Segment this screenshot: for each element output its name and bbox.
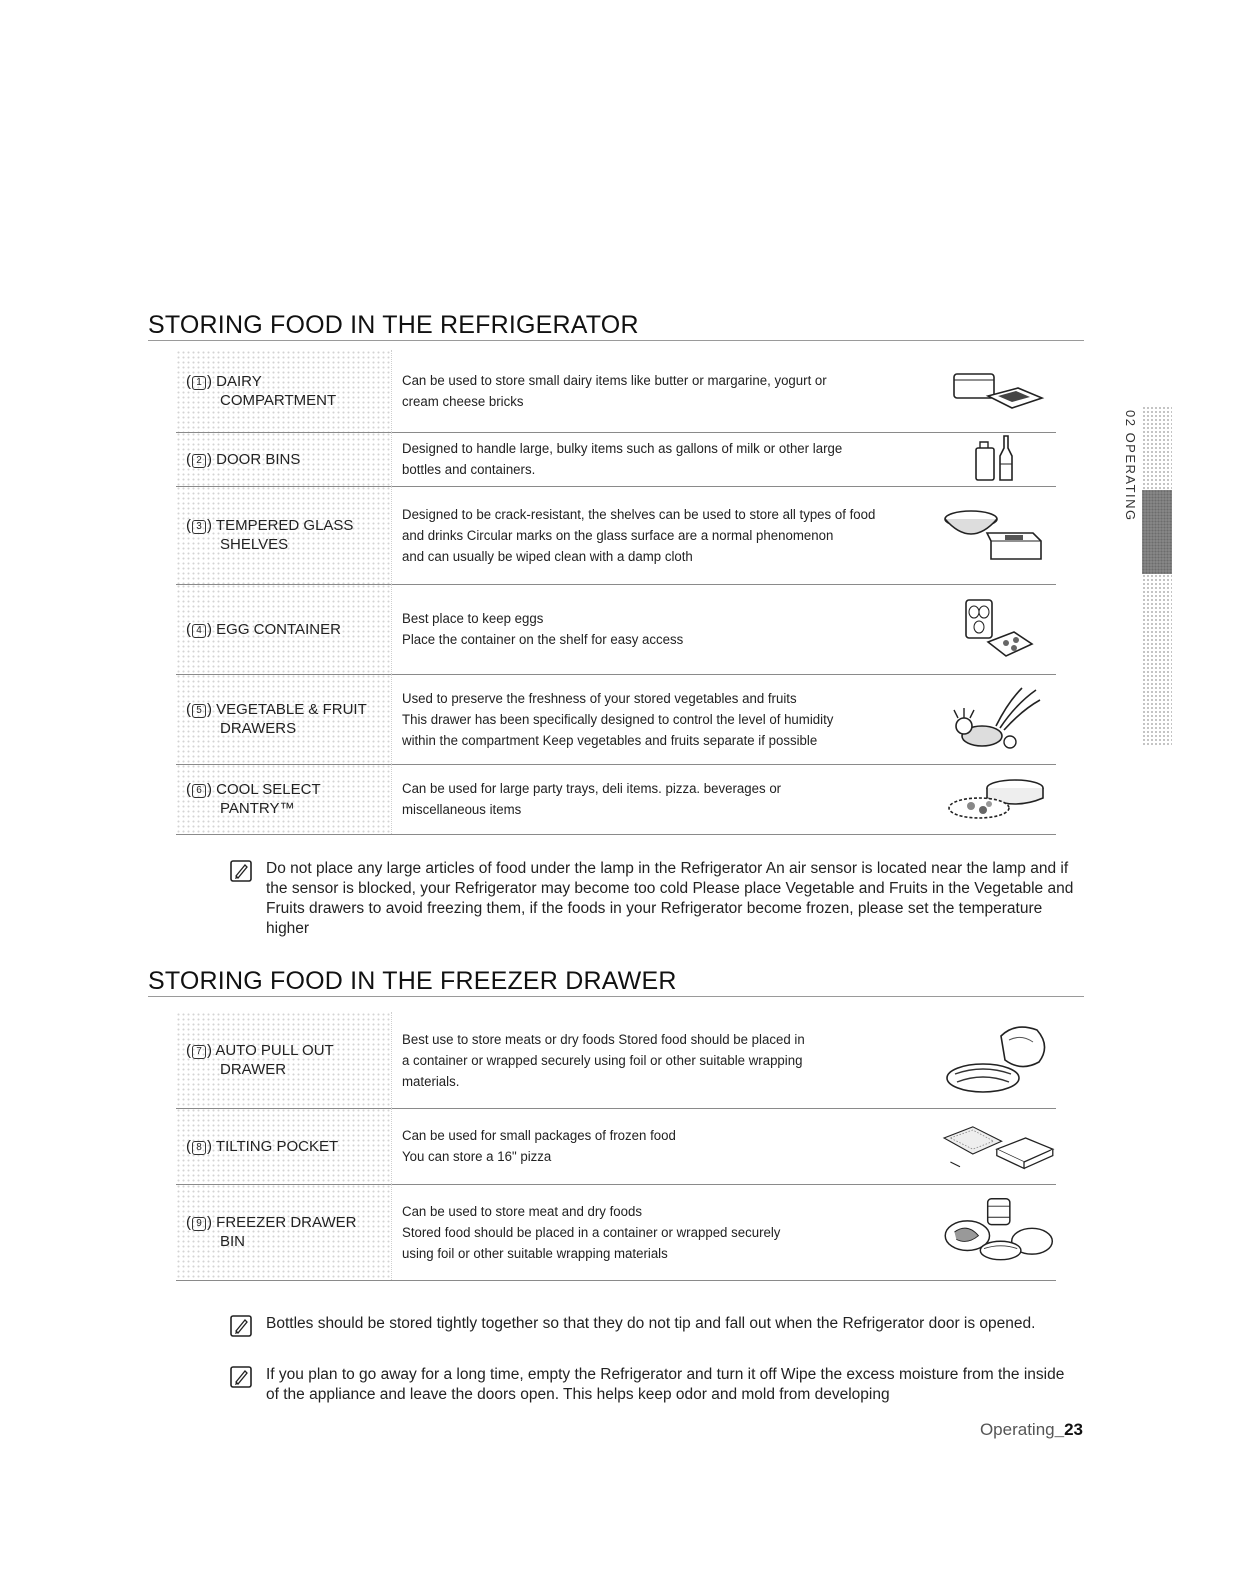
storage-row-title-line2: COMPARTMENT	[220, 392, 337, 409]
storage-row-title-text: EGG CONTAINER	[216, 620, 341, 638]
chapter-tab-label: 02 OPERATING	[1123, 410, 1138, 522]
storage-row-title-line2: BIN	[220, 1233, 246, 1250]
description-line: cream cheese bricks	[402, 394, 524, 409]
storage-row	[176, 584, 1056, 675]
egg-container-icon	[936, 584, 1056, 674]
description-line: Best place to keep eggs	[402, 611, 544, 626]
storage-row	[176, 486, 1056, 585]
storage-row-title-text: VEGETABLE & FRUIT	[216, 701, 367, 718]
butter-dish-icon	[936, 350, 1056, 432]
note-going-away	[230, 1365, 1080, 1405]
storage-row-title: ( 6 ) COOL SELECT	[186, 781, 321, 798]
storage-row-description	[402, 584, 932, 674]
storage-row-label	[176, 432, 392, 486]
description-line: and drinks Circular marks on the glass surface are a normal phenomenon	[402, 527, 834, 543]
storage-row	[176, 1108, 1056, 1185]
note-icon	[230, 1366, 252, 1388]
note-icon	[230, 1315, 252, 1337]
bottles-icon	[936, 432, 1056, 486]
storage-row-title-text: FREEZER DRAWER	[216, 1214, 357, 1231]
storage-row-title: ( 9 ) FREEZER DRAWER	[186, 1214, 357, 1231]
item-number-badge: 4	[192, 624, 206, 638]
item-number-badge: 5	[192, 704, 206, 718]
chapter-tab-active-marker	[1142, 490, 1172, 574]
storage-row-title-text: TILTING POCKET	[215, 1137, 339, 1155]
storage-row-description	[402, 350, 932, 432]
note-icon	[230, 860, 252, 882]
storage-row-title-text: TEMPERED GLASS	[215, 517, 354, 534]
description-line: Designed to handle large, bulky items such as gallons of milk or other large	[402, 441, 843, 456]
note-text: Do not place any large articles of food under the lamp in the Refrigerator An air sensor is located near the lamp and if the sensor is blocked, your Refrigerator may become too cold Please place Vegetable and Fruits in the Vegetable and Fruits drawers to avoid freezing them, if the foods in your Refrigerator become frozen, please set the temperature higher	[266, 860, 1074, 937]
storage-row	[176, 764, 1056, 835]
storage-row	[176, 1184, 1056, 1281]
storage-row-title-text: DAIRY	[216, 373, 262, 390]
storage-row-description	[402, 1108, 932, 1184]
description-line: You can store a 16" pizza	[402, 1149, 552, 1164]
description-line: miscellaneous items	[402, 802, 522, 817]
description-line: Designed to be crack-resistant, the shelves can be used to store all types of food	[402, 506, 876, 522]
description-line: using foil or other suitable wrapping materials	[402, 1245, 668, 1261]
storage-row-title: ( 5 ) VEGETABLE & FRUIT	[186, 701, 367, 718]
page-number: _23	[1054, 1420, 1083, 1439]
storage-row-description	[402, 674, 932, 764]
party-tray-icon	[936, 764, 1056, 834]
storage-row	[176, 432, 1056, 487]
description-line: and can usually be wiped clean with a damp cloth	[402, 548, 693, 564]
item-number-badge: 6	[192, 784, 206, 798]
storage-row-title: ( 3 ) TEMPERED GLASS	[186, 517, 354, 534]
storage-row-description	[402, 1012, 932, 1108]
item-number-badge: 3	[192, 520, 206, 534]
note-text: Bottles should be stored tightly together so that they do not tip and fall out when the Refrigerator door is opened.	[266, 1315, 1036, 1332]
description-line: bottles and containers.	[402, 462, 536, 477]
storage-row-title: ( 4 ) EGG CONTAINER	[186, 620, 341, 638]
storage-row-title-line2: PANTRY™	[220, 800, 295, 817]
description-line: This drawer has been specifically designed to control the level of humidity	[402, 711, 834, 727]
section-title-freezer: STORING FOOD IN THE FREEZER DRAWER	[148, 968, 1084, 997]
storage-row-description	[402, 432, 932, 486]
item-number-badge: 7	[192, 1045, 206, 1059]
storage-row-title: ( 2 ) DOOR BINS	[186, 450, 301, 468]
storage-row-title-line2: SHELVES	[220, 536, 289, 553]
bowl-and-container-icon	[936, 486, 1056, 584]
frozen-food-icon	[936, 1184, 1056, 1280]
item-number-badge: 1	[192, 376, 206, 390]
storage-row-label	[176, 584, 392, 674]
storage-row-title-line2: DRAWER	[220, 1061, 287, 1078]
storage-row-title-text: DOOR BINS	[216, 450, 301, 468]
storage-row	[176, 1012, 1056, 1109]
description-line: Best use to store meats or dry foods Stored food should be placed in	[402, 1031, 805, 1047]
storage-row-label	[176, 764, 392, 834]
description-line: materials.	[402, 1073, 460, 1089]
storage-row-title-text: AUTO PULL OUT	[215, 1042, 334, 1059]
storage-row-title-line2: DRAWERS	[220, 720, 297, 737]
storage-row-label	[176, 1108, 392, 1184]
note-bottles	[230, 1314, 1080, 1334]
pizza-box-icon	[936, 1108, 1056, 1184]
storage-row-label	[176, 674, 392, 764]
description-line: Can be used for small packages of frozen food	[402, 1128, 676, 1143]
storage-row-description	[402, 486, 932, 584]
storage-row-description	[402, 1184, 932, 1280]
wrapped-meat-icon	[936, 1012, 1056, 1108]
storage-row	[176, 350, 1056, 433]
storage-row-label	[176, 1184, 392, 1280]
storage-row-title: ( 1 ) DAIRY	[186, 373, 262, 390]
description-line: Place the container on the shelf for easy access	[402, 632, 684, 647]
chapter-tab	[1142, 406, 1172, 746]
footer-label: Operating	[979, 1420, 1055, 1439]
vegetables-icon	[936, 674, 1056, 764]
description-line: Can be used to store meat and dry foods	[402, 1203, 643, 1219]
page-footer	[980, 1420, 1083, 1440]
description-line: Can be used to store small dairy items like butter or margarine, yogurt or	[402, 373, 827, 388]
description-line: a container or wrapped securely using foil or other suitable wrapping	[402, 1052, 803, 1068]
item-number-badge: 9	[192, 1217, 206, 1231]
storage-row-title: ( 8 ) TILTING POCKET	[186, 1137, 339, 1155]
storage-row-label	[176, 350, 392, 432]
section-title-refrigerator: STORING FOOD IN THE REFRIGERATOR	[148, 312, 1084, 341]
item-number-badge: 8	[192, 1141, 206, 1155]
storage-row-title: ( 7 ) AUTO PULL OUT	[186, 1042, 334, 1059]
note-lamp-sensor	[230, 859, 1080, 939]
description-line: Used to preserve the freshness of your stored vegetables and fruits	[402, 690, 797, 706]
description-line: Stored food should be placed in a container or wrapped securely	[402, 1224, 781, 1240]
description-line: within the compartment Keep vegetables and fruits separate if possible	[402, 732, 818, 748]
storage-row-title-text: COOL SELECT	[216, 781, 321, 798]
description-line: Can be used for large party trays, deli items. pizza. beverages or	[402, 781, 782, 796]
note-text: If you plan to go away for a long time, empty the Refrigerator and turn it off Wipe the excess moisture from the inside of the appliance and leave the doors open. This helps keep odor and mold from developing	[266, 1366, 1065, 1403]
storage-row-description	[402, 764, 932, 834]
item-number-badge: 2	[192, 454, 206, 468]
storage-row	[176, 674, 1056, 765]
storage-row-label	[176, 1012, 392, 1108]
storage-row-label	[176, 486, 392, 584]
